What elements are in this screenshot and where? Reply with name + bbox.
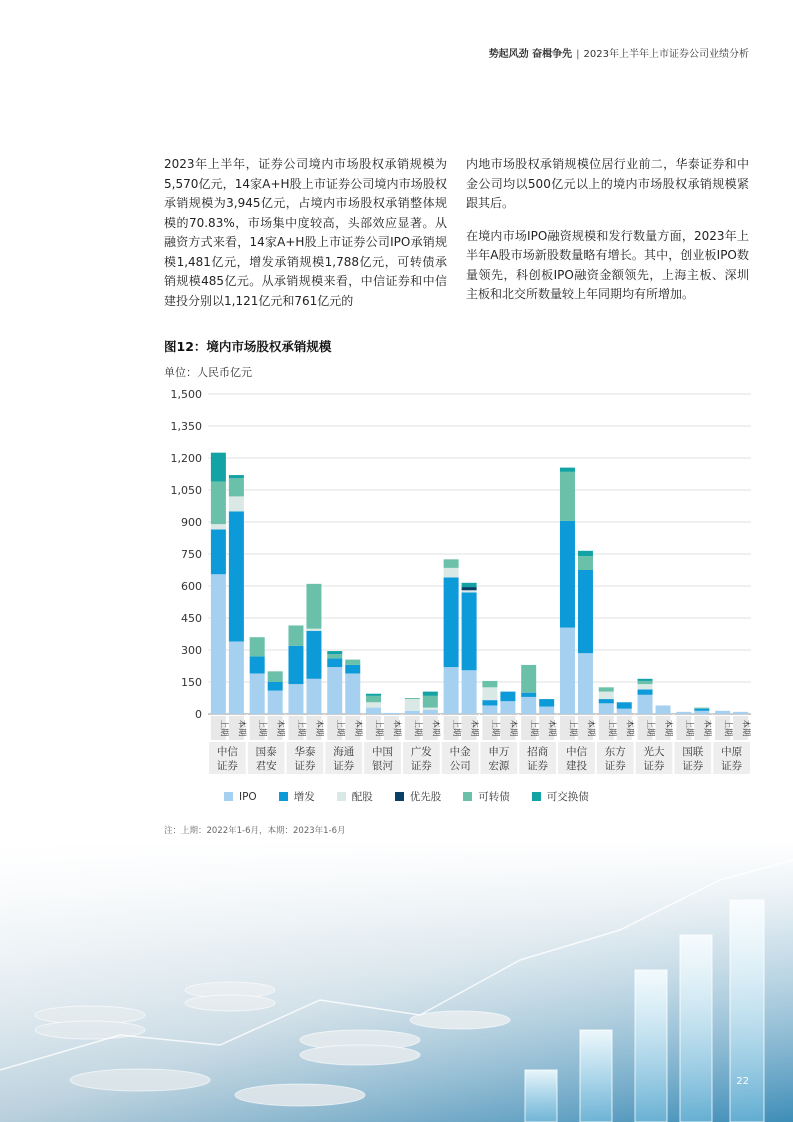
group-label: 君安: [255, 760, 277, 772]
y-tick-label: 900: [181, 516, 202, 529]
stacked-bar-chart: [160, 382, 760, 777]
header-title-bold: 势起风劲 奋楫争先: [488, 49, 573, 60]
bar-segment: [306, 631, 321, 679]
bar-segment: [578, 551, 593, 556]
paragraph: 2023年上半年，证券公司境内市场股权承销规模为5,570亿元，14家A+H股上市证券公司境内市场股权承销规模为3,945亿元，占境内市场股权承销整体规模的70.83%，市场集中度较高，头部效应显著。从融资方式来看，14家A+H股上市证券公司IPO承销规模1,481亿元，增发承销规模1,788亿元，可转债承销规模485亿元。从承销规模来看，中信证券和中信建投分别以1,121亿元和761亿元的: [164, 157, 447, 308]
bar-segment: [288, 625, 303, 645]
chart-legend: [224, 789, 589, 804]
legend-item: [463, 789, 510, 804]
bar-segment: [327, 654, 342, 658]
bar-segment: [405, 699, 420, 711]
y-tick-label: 750: [181, 548, 202, 561]
bar-segment: [444, 559, 459, 568]
bar-segment: [384, 713, 399, 714]
bar-segment: [676, 712, 691, 714]
figure-title: 图12：境内市场股权承销规模: [164, 339, 332, 354]
bar-segment: [617, 709, 632, 714]
bar-segment: [211, 529, 226, 574]
group-label: 中国: [372, 746, 394, 758]
bar-segment: [444, 568, 459, 578]
legend-swatch: [337, 792, 346, 801]
bar-segment: [229, 496, 244, 511]
bar-segment: [521, 665, 536, 693]
group-label: 华泰: [294, 746, 316, 758]
bar-segment: [560, 472, 575, 521]
legend-item: [279, 789, 315, 804]
legend-swatch: [279, 792, 288, 801]
bar-segment: [482, 705, 497, 714]
bar-segment: [345, 660, 360, 665]
bar-segment: [405, 711, 420, 714]
bar-segment: [229, 478, 244, 496]
bar-segment: [694, 711, 709, 714]
bar-segment: [444, 667, 459, 714]
bar-segment: [366, 702, 381, 707]
group-label: 中原: [721, 746, 743, 758]
group-label: 中信: [565, 746, 587, 758]
bar-segment: [306, 629, 321, 631]
period-label: 本期: [313, 719, 324, 737]
period-label: 上期: [645, 719, 656, 737]
left-column: [164, 155, 447, 324]
group-label: 宏源: [488, 760, 510, 772]
legend-item: [224, 789, 257, 804]
bar-segment: [521, 693, 536, 697]
bar-segment: [560, 468, 575, 472]
paragraph: 在境内市场IPO融资规模和发行数量方面，2023年上半年A股市场新股数量略有增长。其中，创业板IPO数量领先，科创板IPO融资金额领先，上海主板、深圳主板和北交所数量较上年同期均有所增加。: [466, 228, 749, 301]
bar-segment: [482, 687, 497, 700]
paragraph: 内地市场股权承销规模位居行业前二，华泰证券和中金公司均以500亿元以上的境内市场股权承销规模紧跟其后。: [466, 157, 749, 210]
bar-segment: [327, 651, 342, 654]
header-title: 2023年上半年上市证券公司业绩分析: [583, 49, 749, 60]
bar-segment: [521, 697, 536, 714]
bar-segment: [444, 577, 459, 667]
bar-segment: [327, 667, 342, 714]
period-label: 本期: [469, 719, 480, 737]
bar-segment: [733, 712, 748, 714]
period-label: 本期: [624, 719, 635, 737]
legend-swatch: [224, 792, 233, 801]
page-number: 22: [736, 1076, 749, 1087]
y-tick-label: 150: [181, 676, 202, 689]
group-label: 申万: [488, 746, 510, 758]
group-label: 证券: [294, 760, 316, 772]
period-label: 本期: [507, 719, 518, 737]
group-label: 国泰: [255, 746, 277, 758]
group-label: 银河: [372, 760, 394, 772]
bar-segment: [578, 570, 593, 653]
group-label: 证券: [410, 760, 432, 772]
bar-segment: [229, 475, 244, 478]
bar-segment: [462, 587, 477, 590]
bar-segment: [250, 637, 265, 656]
legend-item: [337, 789, 373, 804]
figure-unit: 单位：人民币亿元: [164, 366, 252, 379]
period-label: 上期: [567, 719, 578, 737]
period-label: 上期: [257, 719, 268, 737]
bar-segment: [366, 694, 381, 696]
group-label: 建投: [565, 760, 587, 772]
y-tick-label: 0: [195, 708, 202, 721]
bar-segment: [694, 709, 709, 711]
bar-segment: [423, 708, 438, 710]
y-tick-label: 450: [181, 612, 202, 625]
period-label: 上期: [334, 719, 345, 737]
period-label: 上期: [218, 719, 229, 737]
group-label: 东方: [604, 746, 626, 758]
y-tick-label: 300: [181, 644, 202, 657]
bar-segment: [462, 670, 477, 714]
bar-segment: [423, 710, 438, 714]
group-label: 国联: [682, 746, 704, 758]
bar-segment: [578, 653, 593, 714]
legend-label: 优先股: [409, 791, 442, 803]
bar-segment: [288, 684, 303, 714]
period-label: 上期: [295, 719, 306, 737]
group-label: 证券: [721, 760, 743, 772]
bar-segment: [423, 692, 438, 696]
period-label: 本期: [585, 719, 596, 737]
group-label: 证券: [643, 760, 665, 772]
bar-segment: [539, 699, 554, 706]
legend-label: 可转债: [478, 791, 510, 803]
period-label: 上期: [606, 719, 617, 737]
bar-segment: [405, 698, 420, 699]
period-label: 本期: [701, 719, 712, 737]
bar-segment: [462, 592, 477, 670]
period-label: 上期: [373, 719, 384, 737]
bar-segment: [656, 705, 671, 714]
group-label: 光大: [643, 746, 665, 758]
bar-segment: [599, 699, 614, 703]
y-tick-label: 600: [181, 580, 202, 593]
bar-segment: [211, 524, 226, 529]
legend-label: 增发: [293, 791, 315, 803]
legend-label: IPO: [239, 790, 257, 803]
bar-segment: [578, 556, 593, 570]
bar-segment: [599, 692, 614, 699]
group-label: 证券: [682, 760, 704, 772]
bar-segment: [599, 687, 614, 691]
bar-segment: [423, 696, 438, 708]
bar-segment: [500, 701, 515, 714]
y-tick-label: 1,500: [170, 388, 202, 401]
y-tick-label: 1,050: [170, 484, 202, 497]
bar-segment: [638, 681, 653, 684]
legend-swatch: [395, 792, 404, 801]
legend-label: 可交换债: [546, 791, 589, 803]
bar-segment: [268, 682, 283, 691]
bar-segment: [599, 703, 614, 714]
period-label: 本期: [236, 719, 247, 737]
bar-segment: [306, 679, 321, 714]
bar-segment: [617, 702, 632, 708]
bar-segment: [268, 691, 283, 714]
group-label: 证券: [604, 760, 626, 772]
bar-segment: [560, 521, 575, 628]
bar-segment: [482, 681, 497, 687]
bar-segment: [250, 673, 265, 714]
period-label: 本期: [663, 719, 674, 737]
legend-label: 配股: [351, 791, 373, 803]
bar-segment: [500, 692, 515, 702]
y-tick-label: 1,200: [170, 452, 202, 465]
bar-segment: [462, 583, 477, 587]
bar-segment: [462, 590, 477, 592]
bar-segment: [229, 641, 244, 714]
legend-swatch: [463, 792, 472, 801]
figure-note: 注：上期：2022年1-6月，本期：2023年1-6月: [164, 826, 346, 836]
bar-segment: [638, 689, 653, 694]
group-label: 证券: [216, 760, 238, 772]
period-label: 本期: [430, 719, 441, 737]
period-label: 上期: [683, 719, 694, 737]
bar-segment: [560, 628, 575, 714]
bar-segment: [539, 707, 554, 714]
bar-segment: [306, 584, 321, 629]
bar-segment: [638, 684, 653, 689]
bar-segment: [327, 659, 342, 668]
bar-segment: [345, 665, 360, 674]
bar-segment: [366, 696, 381, 702]
period-label: 上期: [528, 719, 539, 737]
group-label: 广发: [410, 746, 432, 758]
legend-item: [395, 789, 442, 804]
group-label: 中信: [216, 746, 238, 758]
legend-item: [532, 789, 589, 804]
bar-segment: [638, 679, 653, 681]
group-label: 中金: [449, 746, 471, 758]
group-label: 证券: [333, 760, 355, 772]
period-label: 本期: [352, 719, 363, 737]
period-label: 上期: [451, 719, 462, 737]
period-label: 本期: [275, 719, 286, 737]
bar-segment: [268, 671, 283, 682]
bar-segment: [250, 656, 265, 673]
header-separator: |: [576, 49, 580, 60]
period-label: 上期: [722, 719, 733, 737]
bar-segment: [638, 695, 653, 714]
bar-segment: [288, 646, 303, 684]
right-column: [466, 155, 749, 318]
group-label: 证券: [527, 760, 549, 772]
bar-segment: [694, 708, 709, 709]
period-label: 上期: [412, 719, 423, 737]
bar-segment: [211, 453, 226, 482]
group-label: 公司: [449, 760, 471, 772]
decorative-background-art: [0, 840, 793, 1122]
bar-segment: [482, 700, 497, 705]
bar-segment: [715, 711, 730, 714]
bar-segment: [345, 673, 360, 714]
bar-segment: [211, 481, 226, 524]
period-label: 本期: [391, 719, 402, 737]
period-label: 本期: [546, 719, 557, 737]
period-label: 上期: [489, 719, 500, 737]
legend-swatch: [532, 792, 541, 801]
group-label: 招商: [527, 746, 549, 758]
group-label: 海通: [333, 746, 355, 758]
y-tick-label: 1,350: [170, 420, 202, 433]
bar-segment: [211, 574, 226, 714]
bar-segment: [366, 708, 381, 714]
bar-segment: [229, 511, 244, 641]
page-header: [489, 45, 749, 60]
period-label: 本期: [740, 719, 751, 737]
